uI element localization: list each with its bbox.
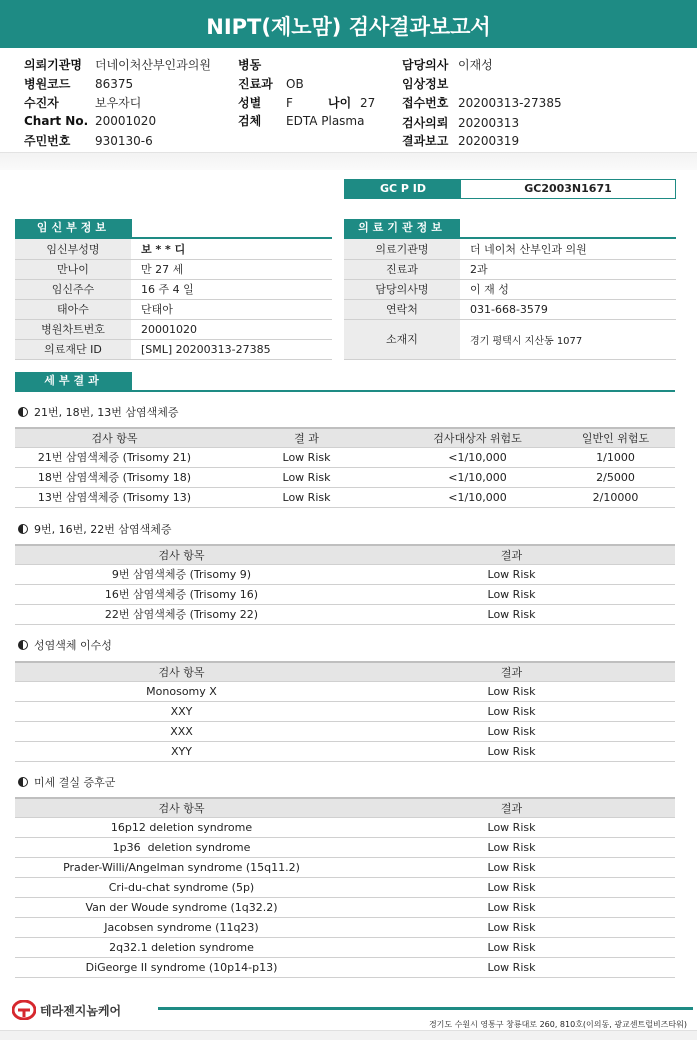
header-field: 진료과 OB (238, 77, 304, 91)
info-key: 의료기관명 (344, 239, 460, 259)
table-row: 16p12 deletion syndrome Low Risk (15, 817, 675, 837)
info-key: 임신주수 (15, 279, 131, 299)
pregnant-info-table (15, 239, 332, 360)
table-header-row: 검사 항목 결 과 검사대상자 위험도 일반인 위험도 (15, 428, 675, 447)
header-field: 의뢰기관명 더네이처산부인과의원 (24, 58, 211, 72)
header-field: 검사의뢰 20200313 (402, 116, 520, 130)
table-row: XXX Low Risk (15, 721, 675, 741)
info-row (15, 319, 332, 339)
hospital-info-table (344, 239, 676, 360)
info-value: 이 재 성 (460, 279, 676, 299)
company-address: 경기도 수원시 영통구 창룡대로 260, 810호(이의동, 광교센트럴비즈타워) (428, 1020, 687, 1029)
header-field: 병동 (238, 58, 262, 72)
header-field: 주민번호 930130-6 (24, 134, 153, 148)
info-value: 20001020 (131, 319, 332, 339)
info-value: 단태아 (131, 299, 332, 319)
half-circle-icon (18, 407, 28, 417)
table-row: Monosomy X Low Risk (15, 681, 675, 701)
table-header-row: 검사 항목 결과 (15, 545, 675, 564)
table-row: 1p36 deletion syndrome Low Risk (15, 837, 675, 857)
table-header-row: 검사 항목 결과 (15, 798, 675, 817)
table-row: 9번 삼염색체증 (Trisomy 9) Low Risk (15, 564, 675, 584)
table-header-row: 검사 항목 결과 (15, 662, 675, 681)
info-row (15, 239, 332, 259)
info-row (344, 259, 676, 279)
detail-results-tab: 세부결과 (15, 372, 132, 390)
section-heading: 성염색체 이수성 (18, 637, 112, 653)
header-field: Chart No. 20001020 (24, 114, 157, 128)
gcpid-label: GC P ID (345, 180, 461, 198)
table-row: Cri-du-chat syndrome (5p) Low Risk (15, 877, 675, 897)
table-row: 2q32.1 deletion syndrome Low Risk (15, 937, 675, 957)
header-info (0, 48, 697, 152)
table-row: 13번 삼염색체증 (Trisomy 13) Low Risk <1/10,000 2/10000 (15, 487, 675, 507)
info-row (344, 299, 676, 319)
header-field: 성별 F 나이 27 (238, 96, 376, 110)
header-field: 수진자 보우자디 (24, 96, 142, 110)
section-heading: 미세 결실 증후군 (18, 774, 115, 790)
table-row: 21번 삼염색체증 (Trisomy 21) Low Risk <1/10,000 1/1000 (15, 447, 675, 467)
header-field: 담당의사 이재성 (402, 58, 493, 72)
table-row: XYY Low Risk (15, 741, 675, 761)
section-heading: 9번, 16번, 22번 삼염색체증 (18, 521, 171, 537)
header-divider (0, 152, 697, 170)
info-row (15, 299, 332, 319)
trisomy-main-table (15, 427, 675, 508)
info-key: 만나이 (15, 259, 131, 279)
table-row: Jacobsen syndrome (11q23) Low Risk (15, 917, 675, 937)
info-value: 경기 평택시 지산동 1077 (460, 319, 676, 359)
half-circle-icon (18, 640, 28, 650)
info-key: 의료재단 ID (15, 339, 131, 359)
info-key: 담당의사명 (344, 279, 460, 299)
info-value: 031-668-3579 (460, 299, 676, 319)
trisomy-other-table (15, 544, 675, 625)
info-row (15, 279, 332, 299)
info-value: 2과 (460, 259, 676, 279)
half-circle-icon (18, 524, 28, 534)
gcpid-box (344, 179, 676, 199)
sex-chromosome-table (15, 661, 675, 762)
info-value: 보 * * 디 (131, 239, 332, 259)
table-row: Van der Woude syndrome (1q32.2) Low Risk (15, 897, 675, 917)
info-key: 임신부성명 (15, 239, 131, 259)
company-logo (12, 999, 121, 1021)
info-key: 진료과 (344, 259, 460, 279)
section-rule (15, 390, 675, 392)
info-key: 소재지 (344, 319, 460, 359)
table-row: Prader-Willi/Angelman syndrome (15q11.2) Low Risk (15, 857, 675, 877)
info-row (15, 339, 332, 359)
report-title: NIPT(제노맘) 검사결과보고서 (0, 0, 697, 48)
table-row: 16번 삼염색체증 (Trisomy 16) Low Risk (15, 584, 675, 604)
table-row: 18번 삼염색체증 (Trisomy 18) Low Risk <1/10,000 2/5000 (15, 467, 675, 487)
header-field: 접수번호 20200313-27385 (402, 96, 562, 110)
info-value: 16 주 4 일 (131, 279, 332, 299)
table-row: 22번 삼염색체증 (Trisomy 22) Low Risk (15, 604, 675, 624)
info-key: 연락처 (344, 299, 460, 319)
info-row (344, 239, 676, 259)
pregnant-info-tab: 임신부정보 (15, 219, 132, 237)
info-key: 병원차트번호 (15, 319, 131, 339)
gcpid-value: GC2003N1671 (524, 182, 612, 195)
info-row (344, 279, 676, 299)
info-value: [SML] 20200313-27385 (131, 339, 332, 359)
header-field: 결과보고 20200319 (402, 134, 520, 148)
table-row: DiGeorge II syndrome (10p14-p13) Low Risk (15, 957, 675, 977)
info-key: 태아수 (15, 299, 131, 319)
info-row (344, 319, 676, 359)
hospital-info-tab: 의료기관정보 (344, 219, 460, 237)
info-value: 만 27 세 (131, 259, 332, 279)
half-circle-icon (18, 777, 28, 787)
table-row: XXY Low Risk (15, 701, 675, 721)
logo-mark-icon (12, 1000, 36, 1020)
footer-divider (0, 1030, 697, 1040)
header-field: 검체 EDTA Plasma (238, 114, 365, 128)
section-heading: 21번, 18번, 13번 삼염색체증 (18, 404, 178, 420)
logo-text: 테라젠지놈케어 (40, 1003, 122, 1018)
footer-rule (158, 1007, 693, 1010)
info-row (15, 259, 332, 279)
microdeletion-table (15, 797, 675, 978)
header-field: 병원코드 86375 (24, 77, 134, 91)
info-value: 더 네이처 산부인과 의원 (460, 239, 676, 259)
header-field: 임상정보 (402, 77, 449, 91)
